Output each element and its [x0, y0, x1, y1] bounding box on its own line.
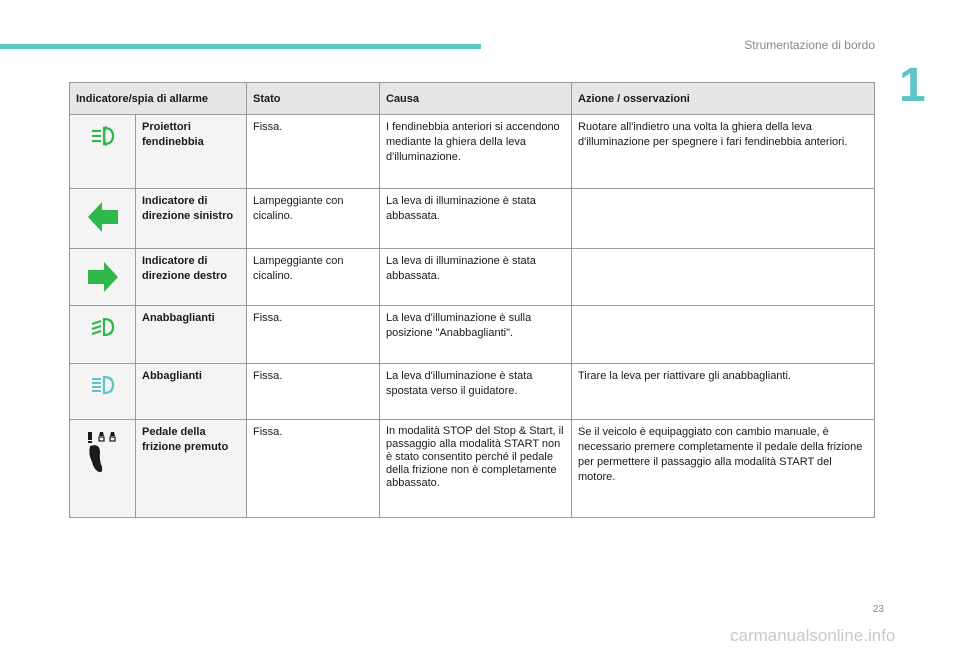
clutch-pedal-icon — [86, 430, 120, 474]
indicator-state: Fissa. — [247, 115, 380, 189]
icon-cell — [70, 189, 136, 249]
indicator-action: Ruotare all'indietro una volta la ghiera della leva d'illuminazione per spegnere i fari fendinebbia anteriori. — [572, 115, 875, 189]
section-title: Strumentazione di bordo — [744, 38, 875, 52]
indicator-cause: I fendinebbia anteriori si accendono mediante la ghiera della leva d'illuminazione. — [380, 115, 572, 189]
table-row — [70, 420, 875, 518]
icon-cell — [70, 420, 136, 518]
header-action: Azione / osservazioni — [572, 83, 875, 115]
indicator-cause: La leva di illuminazione è stata abbassata. — [380, 249, 572, 306]
chapter-number: 1 — [899, 59, 926, 112]
indicator-cause: La leva d'illuminazione è sulla posizione "Anabbaglianti". — [380, 306, 572, 364]
table-row — [70, 306, 875, 364]
icon-cell — [70, 306, 136, 364]
indicator-cause: La leva d'illuminazione è stata spostata verso il guidatore. — [380, 364, 572, 420]
page-number: 23 — [872, 604, 884, 615]
header-cause: Causa — [380, 83, 572, 115]
indicator-action: Se il veicolo è equipaggiato con cambio manuale, è necessario premere completamente il pedale della frizione per permettere il passaggio alla modalità START del motore. — [572, 420, 875, 518]
indicator-cause: In modalità STOP del Stop & Start, il passaggio alla modalità START non è stato consentito perché il pedale della frizione non è completamente abbassato. — [380, 420, 572, 518]
indicator-name: Abbaglianti — [136, 364, 247, 420]
fog-light-icon — [89, 125, 117, 147]
indicator-action — [572, 249, 875, 306]
icon-cell — [70, 115, 136, 189]
left-arrow-icon — [86, 199, 120, 235]
indicator-state: Fissa. — [247, 420, 380, 518]
indicator-action: Tirare la leva per riattivare gli anabbaglianti. — [572, 364, 875, 420]
indicator-name: Proiettori fendinebbia — [136, 115, 247, 189]
table-row — [70, 249, 875, 306]
icon-cell — [70, 364, 136, 420]
header-state: Stato — [247, 83, 380, 115]
indicator-cause: La leva di illuminazione è stata abbassata. — [380, 189, 572, 249]
indicator-name: Indicatore di direzione destro — [136, 249, 247, 306]
indicator-name: Anabbaglianti — [136, 306, 247, 364]
table-header-row — [70, 83, 875, 115]
indicator-action — [572, 306, 875, 364]
indicator-state: Lampeggiante con cicalino. — [247, 249, 380, 306]
indicator-state: Lampeggiante con cicalino. — [247, 189, 380, 249]
icon-cell — [70, 249, 136, 306]
header-indicator: Indicatore/spia di allarme — [70, 83, 247, 115]
header-accent-bar — [0, 44, 481, 49]
indicator-name: Indicatore di direzione sinistro — [136, 189, 247, 249]
low-beam-icon — [89, 316, 117, 338]
high-beam-icon — [89, 374, 117, 396]
indicator-state: Fissa. — [247, 306, 380, 364]
indicator-action — [572, 189, 875, 249]
table-row — [70, 115, 875, 189]
table-row — [70, 364, 875, 420]
watermark: carmanualsonline.info — [730, 626, 896, 645]
indicator-state: Fissa. — [247, 364, 380, 420]
indicator-name: Pedale della frizione premuto — [136, 420, 247, 518]
right-arrow-icon — [86, 259, 120, 295]
table-row — [70, 189, 875, 249]
indicator-table — [69, 82, 875, 518]
